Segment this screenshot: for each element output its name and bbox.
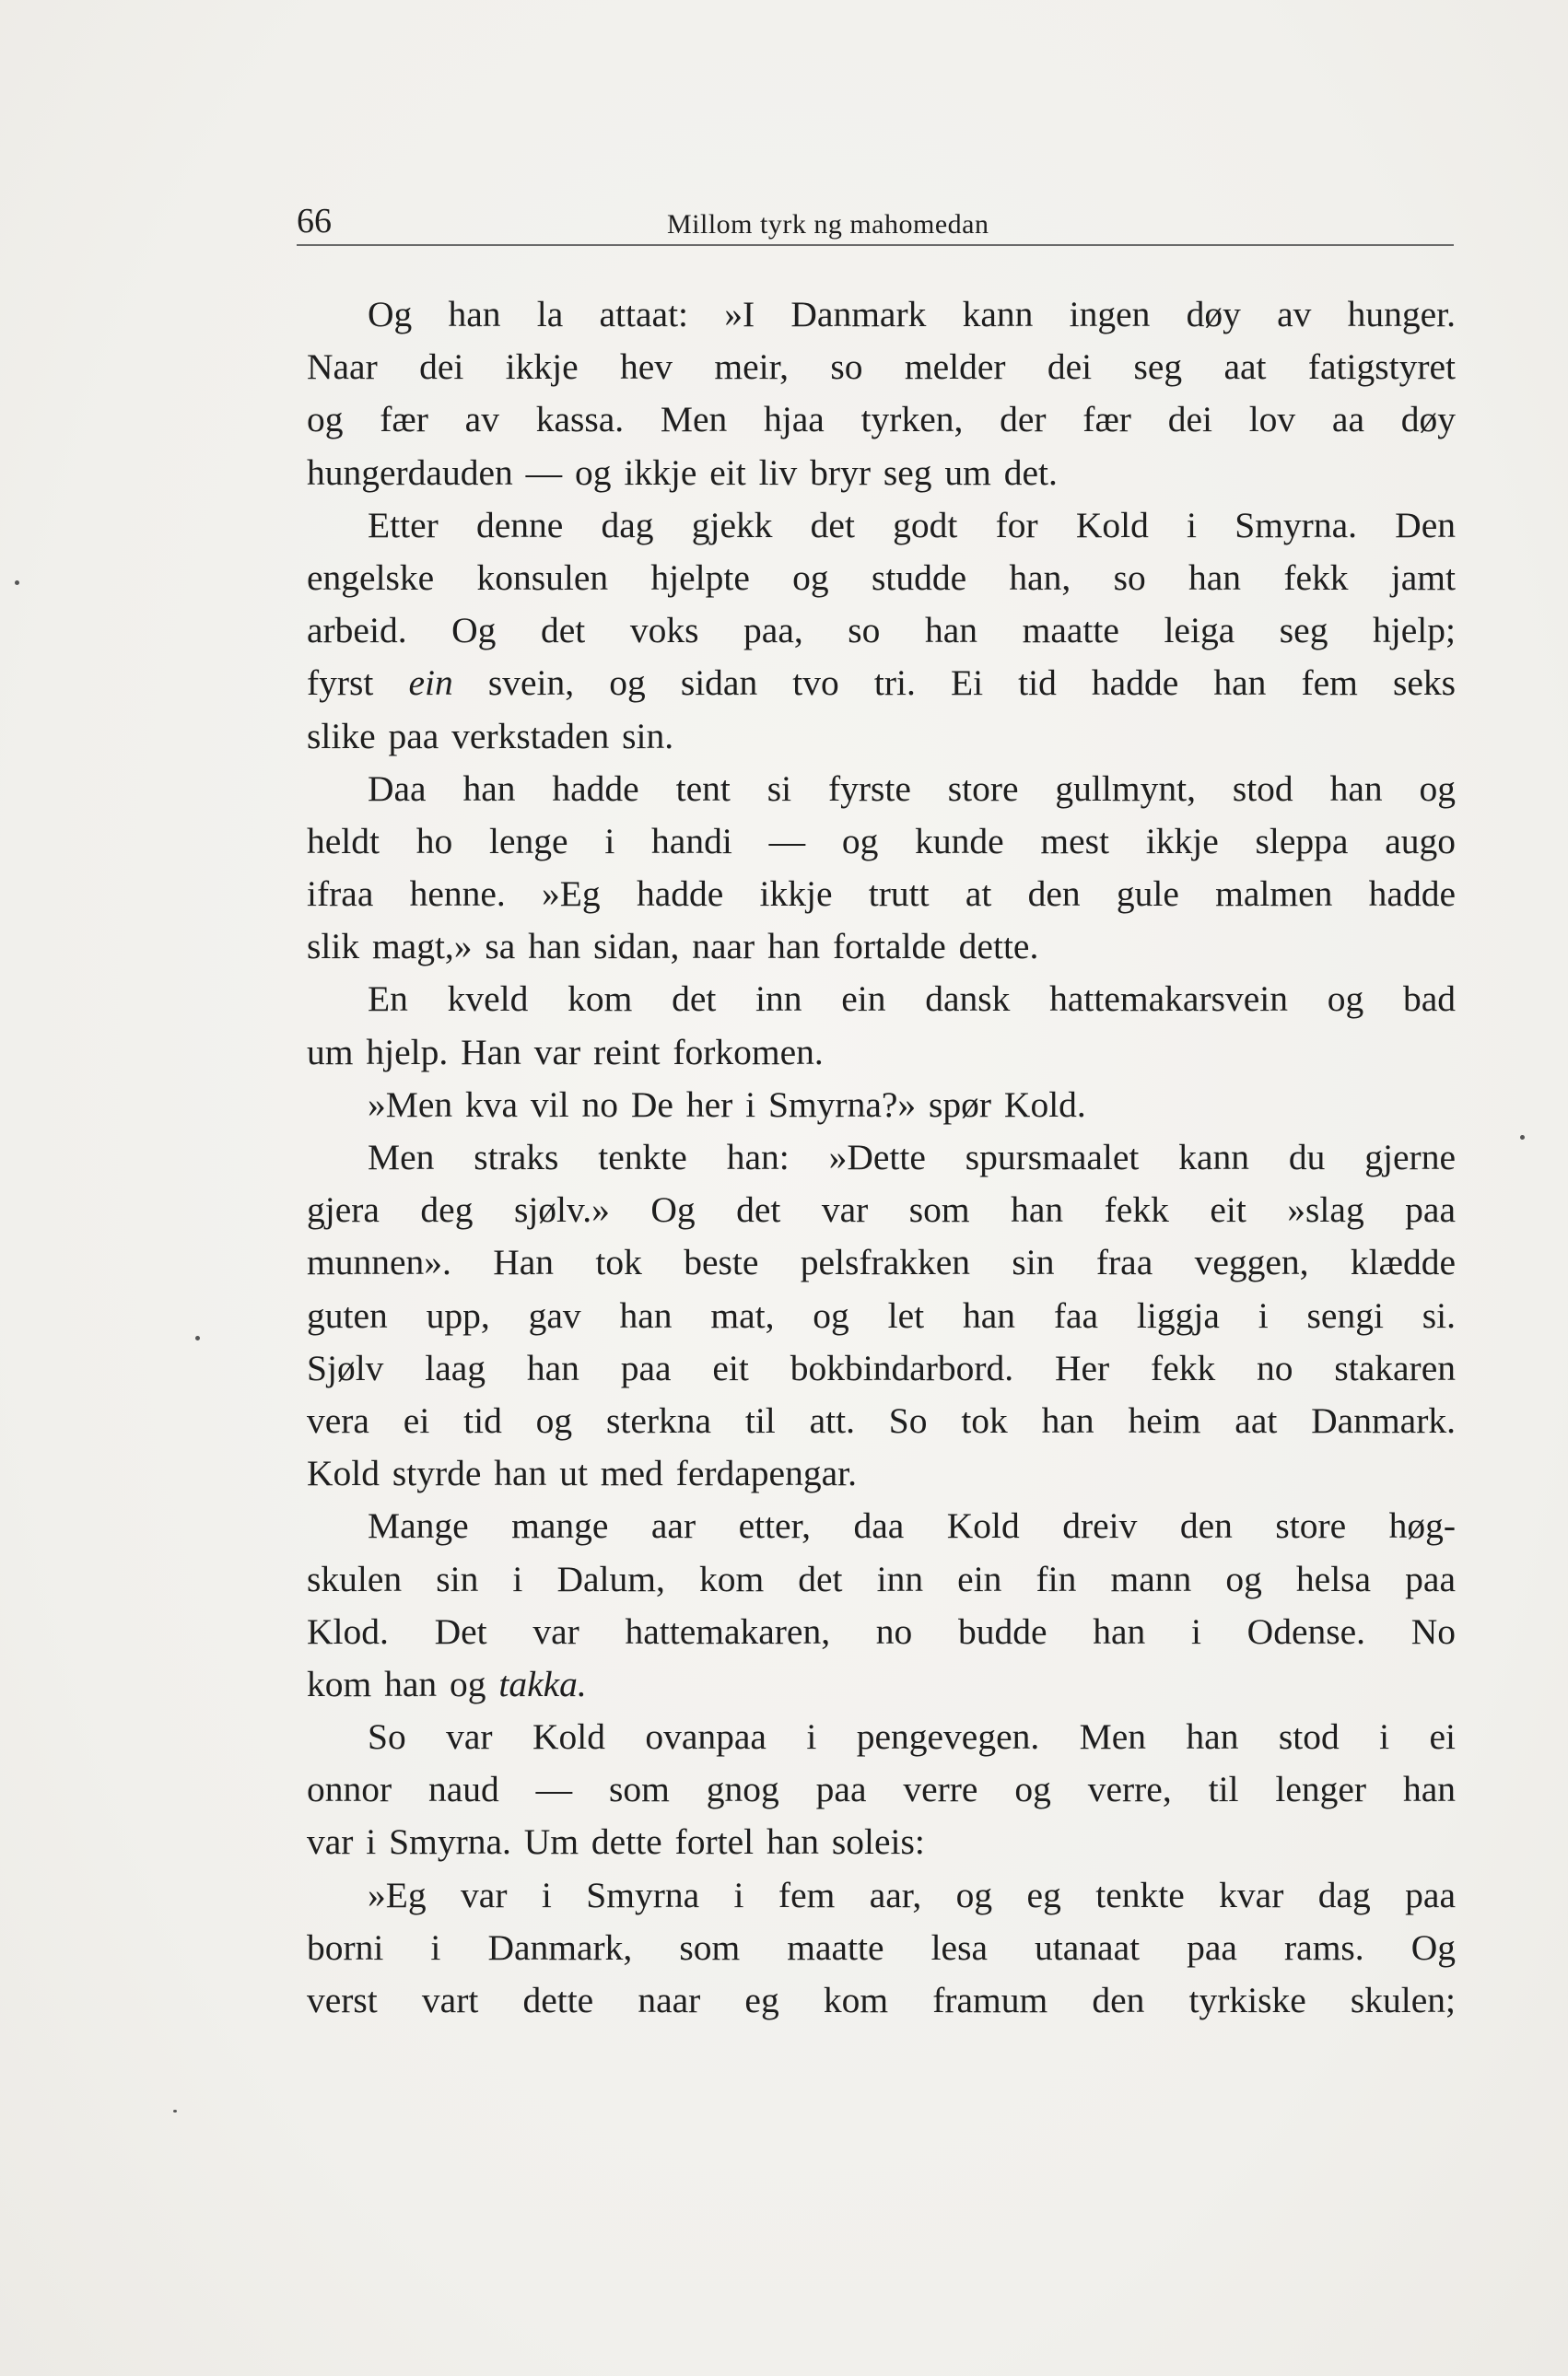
text-line bbox=[307, 657, 1456, 709]
text-line: skulen sin i Dalum, kom det inn ein fin mann og helsa paa bbox=[307, 1558, 1456, 1599]
text-line: Daa han hadde tent si fyrste store gullmynt, stod han og bbox=[368, 767, 1456, 809]
text-line: onnor naud — som gnog paa verre og verre, til lenger han bbox=[307, 1769, 1456, 1810]
text-run: fyrst bbox=[307, 662, 409, 704]
text-line: vera ei tid og sterkna til att. So tok han heim aat Danmark. bbox=[307, 1399, 1456, 1441]
text-line: Men straks tenkte han: »Dette spursmaalet kann du gjerne bbox=[368, 1137, 1456, 1177]
emphasized-word: takka. bbox=[498, 1663, 587, 1704]
text-line: var i Smyrna. Um dette fortel han soleis: bbox=[307, 1821, 925, 1863]
text-line: Klod. Det var hattemakaren, no budde han i Odense. No bbox=[307, 1610, 1456, 1652]
text-line: guten upp, gav han mat, og let han faa liggja i sengi si. bbox=[307, 1294, 1456, 1336]
text-line: »Eg var i Smyrna i fem aar, og eg tenkte kvar dag paa bbox=[368, 1874, 1456, 1915]
text-line: Kold styrde han ut med ferdapengar. bbox=[307, 1453, 857, 1494]
text-line: verst vart dette naar eg kom framum den tyrkiske skulen; bbox=[307, 1980, 1456, 2020]
text-line: »Men kva vil no De her i Smyrna?» spør Kold. bbox=[368, 1083, 1086, 1125]
body-text bbox=[307, 288, 1456, 2027]
header-rule bbox=[297, 244, 1454, 246]
text-line: arbeid. Og det voks paa, so han maatte leiga seg hjelp; bbox=[307, 610, 1456, 651]
text-line: Sjølv laag han paa eit bokbindarbord. Her fekk no stakaren bbox=[307, 1347, 1456, 1388]
text-line: engelske konsulen hjelpte og studde han, so han fekk jamt bbox=[307, 556, 1456, 598]
text-run: kom han og bbox=[307, 1663, 499, 1704]
text-line: borni i Danmark, som maatte lesa utanaat paa rams. Og bbox=[307, 1926, 1456, 1968]
page-header bbox=[297, 195, 1456, 247]
print-speck bbox=[173, 2110, 177, 2113]
text-line: Etter denne dag gjekk det godt for Kold i Smyrna. Den bbox=[368, 504, 1456, 545]
text-line: um hjelp. Han var reint forkomen. bbox=[307, 1031, 824, 1072]
text-line: slik magt,» sa han sidan, naar han fortalde dette. bbox=[307, 926, 1039, 967]
text-line: gjera deg sjølv.» Og det var som han fekk eit »slag paa bbox=[307, 1189, 1456, 1231]
running-title: Millom tyrk ng mahomedan bbox=[667, 209, 989, 240]
text-line: slike paa verkstaden sin. bbox=[307, 715, 674, 756]
print-speck bbox=[15, 580, 19, 585]
text-line: hungerdauden — og ikkje eit liv bryr seg um det. bbox=[307, 451, 1058, 493]
text-line: So var Kold ovanpaa i pengevegen. Men han stod i ei bbox=[368, 1716, 1456, 1758]
text-line: munnen». Han tok beste pelsfrakken sin fraa veggen, klædde bbox=[307, 1242, 1456, 1283]
print-speck bbox=[1520, 1135, 1525, 1140]
text-line bbox=[307, 1658, 1456, 1711]
text-run: svein, og sidan tvo tri. Ei tid hadde han fem seks bbox=[452, 662, 1457, 704]
emphasized-word: ein bbox=[408, 662, 453, 704]
text-line: ifraa henne. »Eg hadde ikkje trutt at den gule malmen hadde bbox=[307, 873, 1456, 915]
text-line: En kveld kom det inn ein dansk hattemakarsvein og bad bbox=[368, 978, 1456, 1020]
text-line: og fær av kassa. Men hjaa tyrken, der fær dei lov aa døy bbox=[307, 399, 1456, 440]
print-speck bbox=[195, 1336, 200, 1340]
page-number: 66 bbox=[297, 202, 332, 240]
text-line: Naar dei ikkje hev meir, so melder dei seg aat fatigstyret bbox=[307, 346, 1456, 388]
text-line: heldt ho lenge i handi — og kunde mest ikkje sleppa augo bbox=[307, 820, 1456, 861]
text-line: Mange mange aar etter, daa Kold dreiv den store høg- bbox=[368, 1505, 1456, 1547]
text-line: Og han la attaat: »I Danmark kann ingen døy av hunger. bbox=[368, 294, 1456, 334]
